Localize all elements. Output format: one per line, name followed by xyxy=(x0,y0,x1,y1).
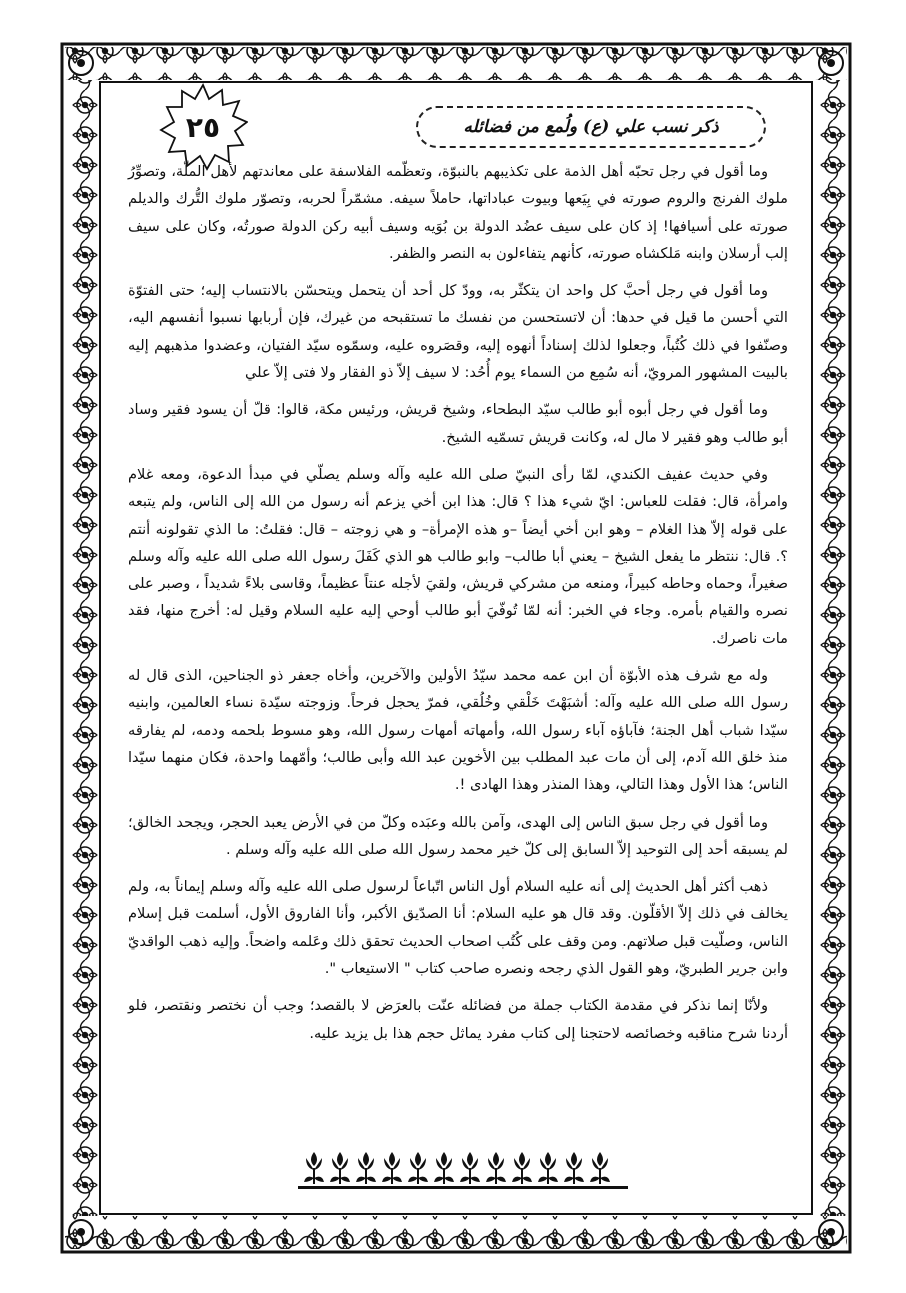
body-text xyxy=(128,158,788,1057)
paragraph: وما أقول في رجل أحبَّ كل واحد ان يتكثّر به، وودّ كل أحد أن يتحمل ويتحسّن بالانتساب إليه؛ حتى الفتوّة التي أحسن ما قيل في حدها: أن لاتستحسن من نفسك ما تستقبحه من غيرك، فإن أربابها نسبوا أنفسهم اليه، وصنّفوا في ذلك كُتُباً، وجعلوا لذلك إسناداً أنهوه إليه، وقصَروه عليه، وسمّوه سيّد الفتيان، وعضدوا مذهبهم إليه بالبيت المشهور المرويّ، أنه سُمِع من السماء يوم أُحُد: لا سيف إلاّ ذو الفقار ولا فتى إلاّ علي xyxy=(128,282,788,382)
chapter-title: ذكر نسب علي (ع) ولُمع من فضائله xyxy=(416,106,766,148)
page-number: ٢٥ xyxy=(185,110,221,144)
page-content xyxy=(128,100,788,1240)
paragraph: وما أقول في رجل أبوه أبو طالب سيّد البطحاء، وشيخ قريش، ورئيس مكة، قالوا: قلّ أن يسود فقير وساد أبو طالب وهو فقير لا مال له، وكانت قريش تسمّيه الشيخ. xyxy=(128,401,788,446)
paragraph: وما أقول في رجل سبق الناس إلى الهدى، وآمن بالله وعبَده وكلّ من في الأرض يعبد الحجر، ويجحد الخالق؛ لم يسبقه أحد إلى التوحيد إلاّ السابق إلى كلّ خير محمد رسول الله صلى الله عليه وآله وسلم . xyxy=(128,813,788,858)
paragraph: ذهب أكثر أهل الحديث إلى أنه عليه السلام أول الناس اتّباعاً لرسول صلى الله عليه وآله وسلم إيماناً به، ولم يخالف في ذلك إلاّ الأقلّون. وقد قال هو عليه السلام: أنا الصدّيق الأكبر، وأنا الفاروق الأول، أسلمت قبل إسلام الناس، وصلّيت قبل صلاتهم. ومن وقف على كُتُب اصحاب الحديث تحقق ذلك وعَلمه واضحاً. وإليه ذهب الواقديّ وابن جرير الطبريّ، وهو القول الذي رجحه ونصره صاحب كتاب " الاستيعاب ". xyxy=(128,878,788,978)
tulip-flourish-ornament xyxy=(298,1148,628,1192)
paragraph: وما أقول في رجل تحبّه أهل الذمة على تكذيبهم بالنبوّة، وتعظّمه الفلاسفة على معاندتهم لأهل الملّة، وتصوِّرُ ملوك الفرنج والروم صورته في بِيَعها وبيوت عباداتها، حاملاً سيفه. مشمّراً لحربه، وتصوّر ملوك التُّرك والديلم صورته على أسيافها! إذ كان على سيف عضُد الدولة بن بُوَيه وسيف أبيه ركن الدولة صورتُه، وكان على سيف إلب أرسلان وابنه مَلكشاه صورته، كأنهم يتفاءلون به النصر والظفر. xyxy=(128,163,788,262)
paragraph: وله مع شرف هذه الأبوّة أن ابن عمه محمد سيّدُ الأولين والآخرين، وأخاه جعفر ذو الجناحين، الذى قال له رسول الله صلى الله عليه وآله: أشبَهْتَ خَلْقي وخُلُقي، فمرّ يحجل فرحاً. وزوجته سيّدة نساء العالمين، وابنيه سيّدا شباب أهل الجنة؛ فآباؤه آباء رسول الله، وأمهاته أمهات رسول الله، وهو مسوط بلحمه ودمه، لم يفارقه منذ خلق الله آدم، إلى أن مات عبد المطلب بين الأخوين عبد الله وأبى طالب؛ وأمّهما واحدة، فكان منهما سيّدا الناس؛ هذا الأول وهذا التالي، وهذا المنذر وهذا الهادى !. xyxy=(128,667,788,794)
paragraph: وفي حديث عفيف الكندي، لمّا رأى النبيّ صلى الله عليه وآله وسلم يصلّي في مبدأ الدعوة، ومعه غلام وامرأة، قال: فقلت للعباس: ايّ شيء هذا ؟ قال: هذا ابن أخي يزعم أنه رسول من الله إلى الناس، ولم يتبعه على قوله إلاّ هذا الغلام – وهو ابن أخي أيضاً –و هذه الإمرأة– و هي زوجته – قال: فقلتُ: ما الذي تقولونه أنتم ؟. قال: ننتظر ما يفعل الشيخ – يعني أبا طالب– وابو طالب هو الذي كَفَلَ رسول الله صلى الله عليه وآله وسلم صغيراً، وحماه وحاطه كبيراً، ومنعه من مشركي قريش، ولقيَ لأجله عنتاً عظيماً، وقاسى بلاءً شديداً ، وصبر على نصره والقيام بأمره. وجاء في الخبر: أنه لمّا تُوفّيَ أبو طالب أوحي إليه عليه السلام وقيل له: أخرج منها، فقد مات ناصرك. xyxy=(128,465,788,647)
paragraph: ولأنّا إنما نذكر في مقدمة الكتاب جملة من فضائله عنّت بالعرَض لا بالقصد؛ وجب أن نختصر ونقتصر، فلو أردنا شرح مناقبه وخصائصه لاحتجنا إلى كتاب مفرد يماثل حجم هذا بل يزيد عليه. xyxy=(128,997,788,1042)
